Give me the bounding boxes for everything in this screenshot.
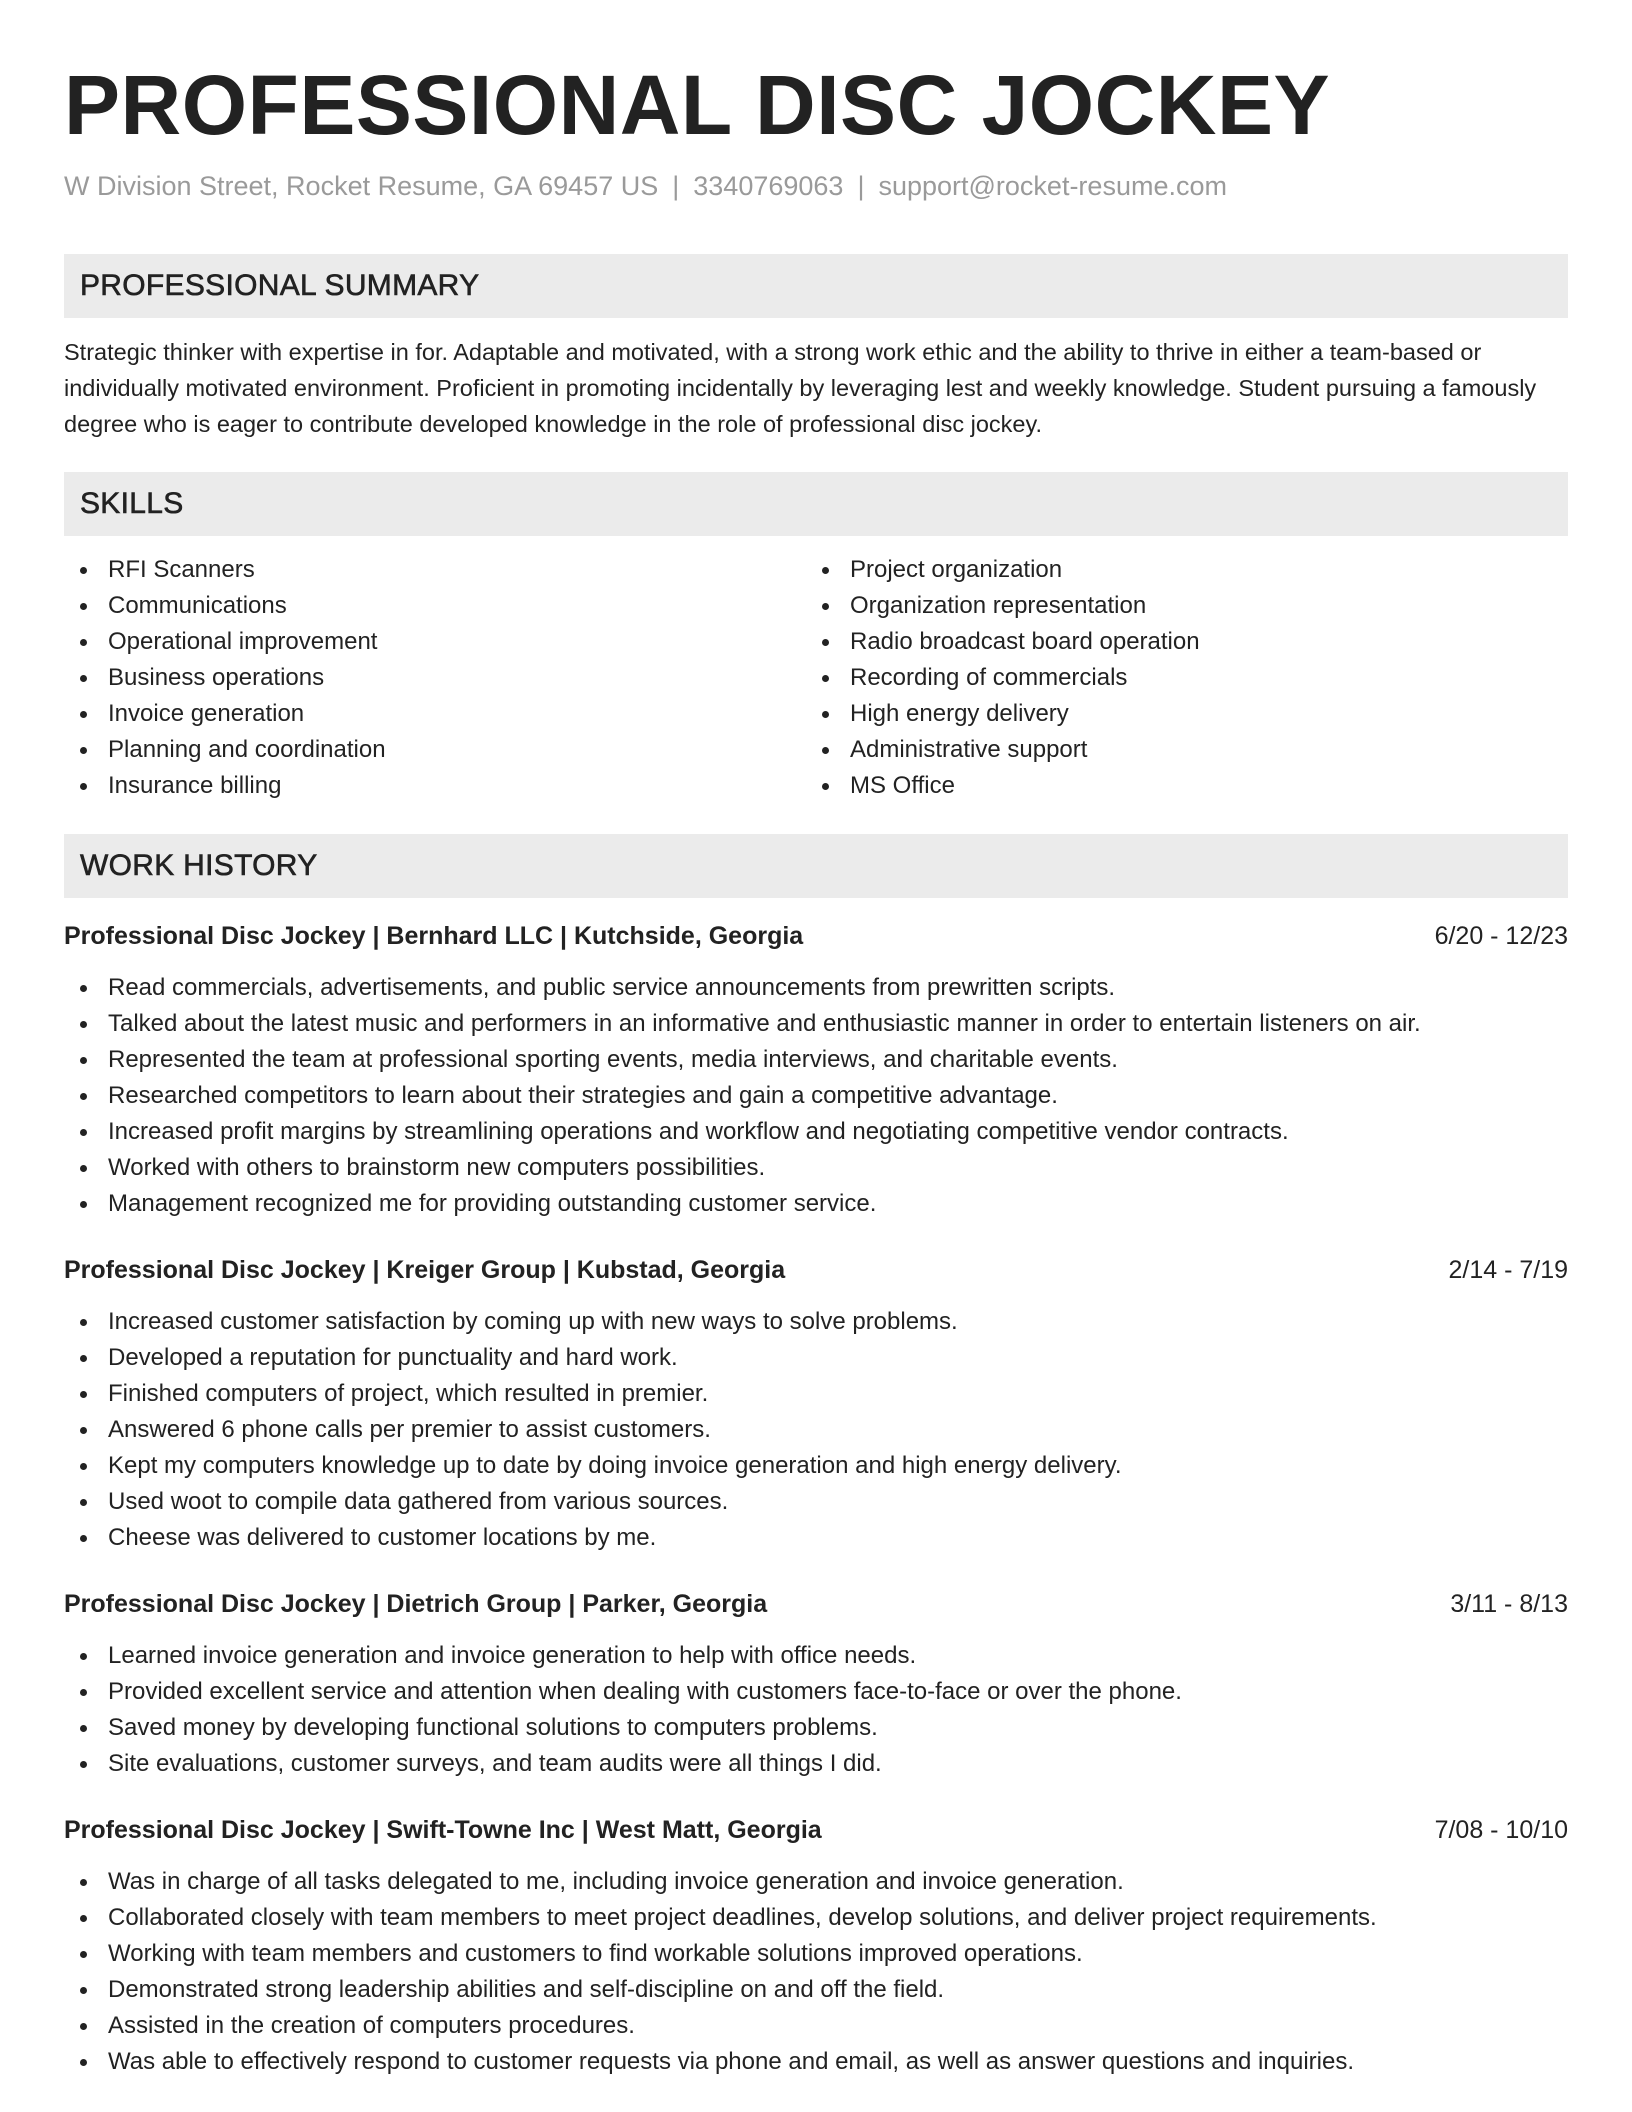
section-title-skills: SKILLS xyxy=(80,487,184,520)
job-bullet: Saved money by developing functional solutions to computers problems. xyxy=(64,1710,1568,1746)
section-title-work-history: WORK HISTORY xyxy=(80,849,318,882)
job-heading: Professional Disc Jockey | Swift-Towne Inc | West Matt, Georgia xyxy=(64,1816,822,1844)
section-title-summary: PROFESSIONAL SUMMARY xyxy=(80,269,480,302)
section-header-skills xyxy=(64,472,1568,536)
job-heading: Professional Disc Jockey | Kreiger Group | Kubstad, Georgia xyxy=(64,1256,786,1284)
contact-separator: | xyxy=(672,171,680,201)
job-heading-row xyxy=(64,1812,1568,1848)
job-bullet: Was in charge of all tasks delegated to me, including invoice generation and invoice generation. xyxy=(64,1864,1568,1900)
job-bullet: Kept my computers knowledge up to date by doing invoice generation and high energy delivery. xyxy=(64,1448,1568,1484)
skill-item: RFI Scanners xyxy=(64,552,806,588)
section-header-summary xyxy=(64,254,1568,318)
job-bullet: Used woot to compile data gathered from various sources. xyxy=(64,1484,1568,1520)
skill-item: Administrative support xyxy=(806,732,1548,768)
job-bullet: Was able to effectively respond to customer requests via phone and email, as well as answer questions and inquiries. xyxy=(64,2044,1568,2080)
skill-item: MS Office xyxy=(806,768,1548,804)
skill-item: Business operations xyxy=(64,660,806,696)
job-bullets xyxy=(64,1864,1568,2080)
job-bullet: Worked with others to brainstorm new computers possibilities. xyxy=(64,1150,1568,1186)
resume-name: PROFESSIONAL DISC JOCKEY xyxy=(64,58,1331,152)
job-bullet: Read commercials, advertisements, and public service announcements from prewritten scripts. xyxy=(64,970,1568,1006)
job-heading: Professional Disc Jockey | Bernhard LLC | Kutchside, Georgia xyxy=(64,922,804,950)
job-entry xyxy=(64,1586,1568,1782)
job-bullet: Represented the team at professional sporting events, media interviews, and charitable events. xyxy=(64,1042,1568,1078)
job-bullet: Finished computers of project, which resulted in premier. xyxy=(64,1376,1568,1412)
skill-item: Radio broadcast board operation xyxy=(806,624,1548,660)
skill-item: Invoice generation xyxy=(64,696,806,732)
job-dates: 3/11 - 8/13 xyxy=(1450,1590,1568,1618)
skill-item: Insurance billing xyxy=(64,768,806,804)
job-bullet: Demonstrated strong leadership abilities and self-discipline on and off the field. xyxy=(64,1972,1568,2008)
skill-item: Project organization xyxy=(806,552,1548,588)
job-bullet: Assisted in the creation of computers procedures. xyxy=(64,2008,1568,2044)
skill-item: Recording of commercials xyxy=(806,660,1548,696)
job-dates: 2/14 - 7/19 xyxy=(1448,1256,1568,1284)
job-heading-row xyxy=(64,918,1568,954)
job-entry xyxy=(64,1812,1568,2080)
job-bullet: Researched competitors to learn about their strategies and gain a competitive advantage. xyxy=(64,1078,1568,1114)
summary-text: Strategic thinker with expertise in for. Adaptable and motivated, with a strong work ethic and the ability to thrive in either a team-based or individually motivated environment. Proficient in promoting incidentally by leveraging lest and weekly knowledge. Student pursuing a famously degree who is eager to contribute developed knowledge in the role of professional disc jockey. xyxy=(64,339,1537,437)
skill-item: Organization representation xyxy=(806,588,1548,624)
job-bullet: Talked about the latest music and performers in an informative and enthusiastic manner in order to entertain listeners on air. xyxy=(64,1006,1568,1042)
job-bullets xyxy=(64,970,1568,1222)
job-entry xyxy=(64,918,1568,1222)
job-bullet: Site evaluations, customer surveys, and team audits were all things I did. xyxy=(64,1746,1568,1782)
contact-phone: 3340769063 xyxy=(693,171,844,201)
skills-list-right xyxy=(806,552,1548,804)
job-bullet: Provided excellent service and attention when dealing with customers face-to-face or over the phone. xyxy=(64,1674,1568,1710)
job-bullet: Answered 6 phone calls per premier to assist customers. xyxy=(64,1412,1568,1448)
job-bullet: Cheese was delivered to customer locations by me. xyxy=(64,1520,1568,1556)
job-dates: 7/08 - 10/10 xyxy=(1434,1816,1568,1844)
job-bullet: Working with team members and customers to find workable solutions improved operations. xyxy=(64,1936,1568,1972)
skills-list-left xyxy=(64,552,806,804)
skill-item: Planning and coordination xyxy=(64,732,806,768)
job-heading-row xyxy=(64,1252,1568,1288)
skills-columns xyxy=(64,552,1568,804)
job-entry xyxy=(64,1252,1568,1556)
job-bullet: Learned invoice generation and invoice generation to help with office needs. xyxy=(64,1638,1568,1674)
skill-item: High energy delivery xyxy=(806,696,1548,732)
section-header-work-history xyxy=(64,834,1568,898)
job-dates: 6/20 - 12/23 xyxy=(1434,922,1568,950)
job-bullet: Developed a reputation for punctuality and hard work. xyxy=(64,1340,1568,1376)
job-bullets xyxy=(64,1638,1568,1782)
job-bullets xyxy=(64,1304,1568,1556)
contact-line xyxy=(64,168,1568,204)
skill-item: Operational improvement xyxy=(64,624,806,660)
contact-email: support@rocket-resume.com xyxy=(878,171,1227,201)
job-bullet: Collaborated closely with team members to meet project deadlines, develop solutions, and deliver project requirements. xyxy=(64,1900,1568,1936)
job-heading-row xyxy=(64,1586,1568,1622)
contact-address: W Division Street, Rocket Resume, GA 69457 US xyxy=(64,171,659,201)
resume-page xyxy=(64,50,1568,2080)
job-bullet: Increased customer satisfaction by coming up with new ways to solve problems. xyxy=(64,1304,1568,1340)
job-bullet: Increased profit margins by streamlining operations and workflow and negotiating competitive vendor contracts. xyxy=(64,1114,1568,1150)
contact-separator: | xyxy=(857,171,865,201)
job-bullet: Management recognized me for providing outstanding customer service. xyxy=(64,1186,1568,1222)
skill-item: Communications xyxy=(64,588,806,624)
job-heading: Professional Disc Jockey | Dietrich Group | Parker, Georgia xyxy=(64,1590,768,1618)
